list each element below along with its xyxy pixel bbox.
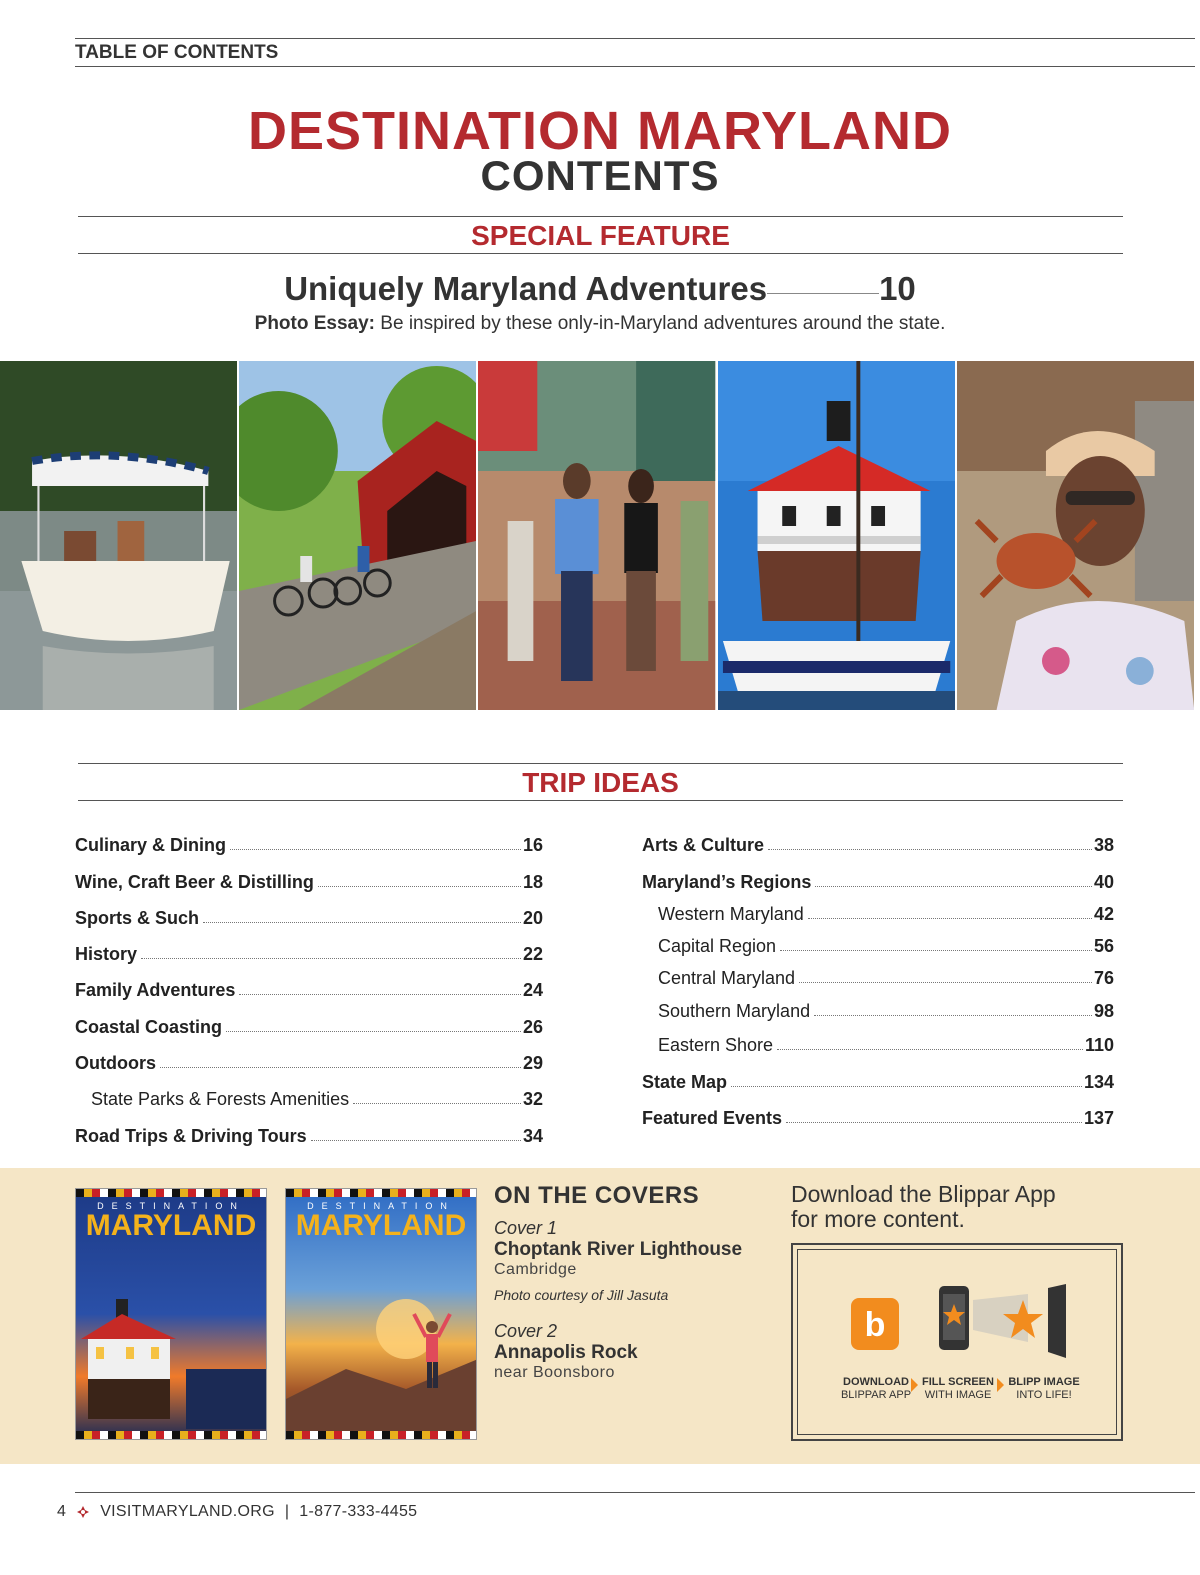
- toc-subentry[interactable]: [642, 1022, 1114, 1057]
- toc-entry[interactable]: [75, 1038, 543, 1074]
- leader-dots: [767, 293, 879, 294]
- blippar-heading: [791, 1182, 1121, 1232]
- toc-entry-page: 76: [1093, 968, 1114, 989]
- flag-stripe: [286, 1189, 476, 1197]
- cover-1-credit: Photo courtesy of Jill Jasuta: [494, 1287, 669, 1303]
- lighthouse-photo: [718, 361, 955, 710]
- maryland-flag-icon: [76, 1505, 90, 1519]
- page-number: 4: [57, 1503, 67, 1520]
- toc-entry-label: Sports & Such: [75, 907, 200, 928]
- toc-subentry[interactable]: [642, 957, 1114, 989]
- covered-bridge-cyclists-photo: [239, 361, 476, 710]
- special-feature-band: SPECIAL FEATURE: [78, 216, 1123, 254]
- leader-dots: [786, 1122, 1082, 1123]
- cover-2-hiker-art: [286, 1259, 477, 1433]
- leader-dots: [808, 918, 1092, 919]
- leader-dots: [318, 886, 521, 887]
- blippar-step-fill: FILL SCREEN WITH IMAGE: [922, 1376, 994, 1401]
- flag-stripe: [76, 1431, 266, 1439]
- blippar-heading-line: for more content.: [791, 1206, 965, 1232]
- toc-entry-label: Outdoors: [75, 1053, 156, 1074]
- toc-entry[interactable]: [642, 856, 1114, 892]
- toc-entry[interactable]: [642, 820, 1114, 856]
- toc-entry-label: Featured Events: [642, 1107, 783, 1128]
- feature-page: 10: [879, 270, 916, 307]
- cover-1-label: Cover 1: [494, 1218, 558, 1238]
- toc-entry-page: 16: [522, 835, 543, 856]
- leader-dots: [226, 1031, 521, 1032]
- blippar-steps-art: [798, 1250, 1118, 1436]
- footer-separator: |: [284, 1503, 290, 1520]
- footer-rule: [75, 1492, 1195, 1493]
- toc-entry[interactable]: [642, 1056, 1114, 1092]
- blippar-heading-line: Download the Blippar App: [791, 1181, 1056, 1207]
- toc-entry-page: 29: [522, 1053, 543, 1074]
- feature-title: Uniquely Maryland Adventures: [284, 270, 768, 307]
- blippar-instructions-box: [791, 1243, 1123, 1441]
- toc-entry-label: Central Maryland: [658, 968, 796, 989]
- toc-entry-label: Maryland’s Regions: [642, 871, 812, 892]
- toc-entry[interactable]: [642, 1093, 1114, 1129]
- toc-subentry[interactable]: [642, 989, 1114, 1021]
- blippar-step-download: DOWNLOAD BLIPPAR APP: [840, 1376, 912, 1401]
- toc-entry-page: 32: [522, 1089, 543, 1110]
- leader-dots: [799, 982, 1092, 983]
- toc-entry-label: State Parks & Forests Amenities: [91, 1089, 350, 1110]
- toc-entry-page: 38: [1093, 835, 1114, 856]
- trip-ideas-band: TRIP IDEAS: [78, 763, 1123, 801]
- toc-entry-label: Southern Maryland: [658, 1000, 811, 1021]
- toc-entry[interactable]: [75, 965, 543, 1001]
- leader-dots: [768, 849, 1092, 850]
- cover-dest-label: DESTINATION: [97, 1201, 245, 1211]
- leader-dots: [203, 922, 521, 923]
- cover-2-label: Cover 2: [494, 1321, 558, 1341]
- woman-holding-crab-photo: [957, 361, 1194, 710]
- leader-dots: [160, 1067, 521, 1068]
- website-link[interactable]: VISITMARYLAND.ORG: [100, 1503, 275, 1520]
- toc-entry-label: Road Trips & Driving Tours: [75, 1125, 307, 1146]
- cover-2-place: near Boonsboro: [494, 1364, 615, 1381]
- feature-entry[interactable]: [0, 270, 1200, 308]
- toc-entry-page: 137: [1083, 1107, 1114, 1128]
- toc-entry-label: Capital Region: [658, 936, 777, 957]
- toc-entry-page: 56: [1093, 936, 1114, 957]
- toc-entry-label: Eastern Shore: [658, 1035, 774, 1056]
- toc-entry-label: History: [75, 944, 138, 965]
- section-label: TABLE OF CONTENTS: [75, 38, 1195, 67]
- toc-entry-label: Western Maryland: [658, 903, 804, 924]
- cover-title: MARYLAND: [85, 1209, 257, 1242]
- toc-entry-label: State Map: [642, 1071, 728, 1092]
- leader-dots: [239, 994, 521, 995]
- flag-stripe: [76, 1189, 266, 1197]
- toc-entry-page: 40: [1093, 871, 1114, 892]
- leader-dots: [141, 958, 521, 959]
- toc-entry-label: Culinary & Dining: [75, 835, 227, 856]
- covers-info: [494, 1182, 774, 1382]
- canopy-boat-photo: [0, 361, 237, 710]
- couple-walking-street-photo: [478, 361, 715, 710]
- phone-number[interactable]: 1-877-333-4455: [299, 1503, 418, 1520]
- cover-1-title: Choptank River Lighthouse: [494, 1239, 743, 1260]
- toc-entry-label: Family Adventures: [75, 980, 236, 1001]
- cover-dest-label: DESTINATION: [307, 1201, 455, 1211]
- toc-entry-page: 26: [522, 1016, 543, 1037]
- cover-1-lighthouse-art: [76, 1259, 267, 1433]
- cover-1-place: Cambridge: [494, 1261, 577, 1278]
- page-subtitle: CONTENTS: [480, 152, 720, 199]
- cover-2-thumbnail[interactable]: [285, 1188, 477, 1440]
- chevron-right-icon: [997, 1378, 1004, 1392]
- toc-entry-page: 24: [522, 980, 543, 1001]
- toc-entry[interactable]: [75, 820, 543, 856]
- toc-entry-label: Arts & Culture: [642, 835, 765, 856]
- cover-1-thumbnail[interactable]: [75, 1188, 267, 1440]
- cover-title: MARYLAND: [295, 1209, 467, 1242]
- toc-entry-page: 18: [522, 871, 543, 892]
- blippar-step-blipp: BLIPP IMAGE INTO LIFE!: [1008, 1376, 1080, 1401]
- leader-dots: [353, 1103, 521, 1104]
- photo-strip: [0, 361, 1194, 710]
- toc-left-column: [75, 820, 543, 1147]
- leader-dots: [780, 950, 1092, 951]
- leader-dots: [814, 1015, 1092, 1016]
- toc-entry-page: 34: [522, 1125, 543, 1146]
- cover-2-title: Annapolis Rock: [494, 1342, 638, 1363]
- leader-dots: [777, 1049, 1083, 1050]
- toc-subentry[interactable]: [75, 1074, 543, 1110]
- leader-dots: [311, 1140, 521, 1141]
- footer: [57, 1503, 417, 1521]
- screen-icon: [1048, 1284, 1066, 1358]
- leader-dots: [230, 849, 521, 850]
- toc-entry[interactable]: [75, 856, 543, 892]
- toc-entry[interactable]: [75, 1001, 543, 1037]
- essay-label: Photo Essay:: [254, 313, 376, 334]
- toc-entry[interactable]: [75, 1110, 543, 1146]
- toc-entry-label: Coastal Coasting: [75, 1016, 223, 1037]
- toc-entry-page: 98: [1093, 1000, 1114, 1021]
- toc-right-column: [642, 820, 1114, 1129]
- essay-text: Be inspired by these only-in-Maryland adventures around the state.: [380, 313, 946, 334]
- leader-dots: [731, 1086, 1082, 1087]
- toc-entry-page: 134: [1083, 1071, 1114, 1092]
- toc-subentry[interactable]: [642, 893, 1114, 925]
- toc-entry[interactable]: [75, 929, 543, 965]
- toc-entry-page: 110: [1084, 1035, 1114, 1056]
- toc-entry-page: 22: [522, 944, 543, 965]
- toc-subentry[interactable]: [642, 925, 1114, 957]
- flag-stripe: [286, 1431, 476, 1439]
- leader-dots: [815, 886, 1092, 887]
- svg-text:b: b: [864, 1306, 886, 1344]
- toc-entry-page: 42: [1093, 903, 1114, 924]
- page-title: DESTINATION MARYLAND: [248, 101, 952, 161]
- toc-entry[interactable]: [75, 893, 543, 929]
- toc-entry-label: Wine, Craft Beer & Distilling: [75, 871, 314, 892]
- toc-entry-page: 20: [522, 907, 543, 928]
- covers-heading: ON THE COVERS: [494, 1182, 700, 1209]
- feature-description: [0, 313, 1200, 335]
